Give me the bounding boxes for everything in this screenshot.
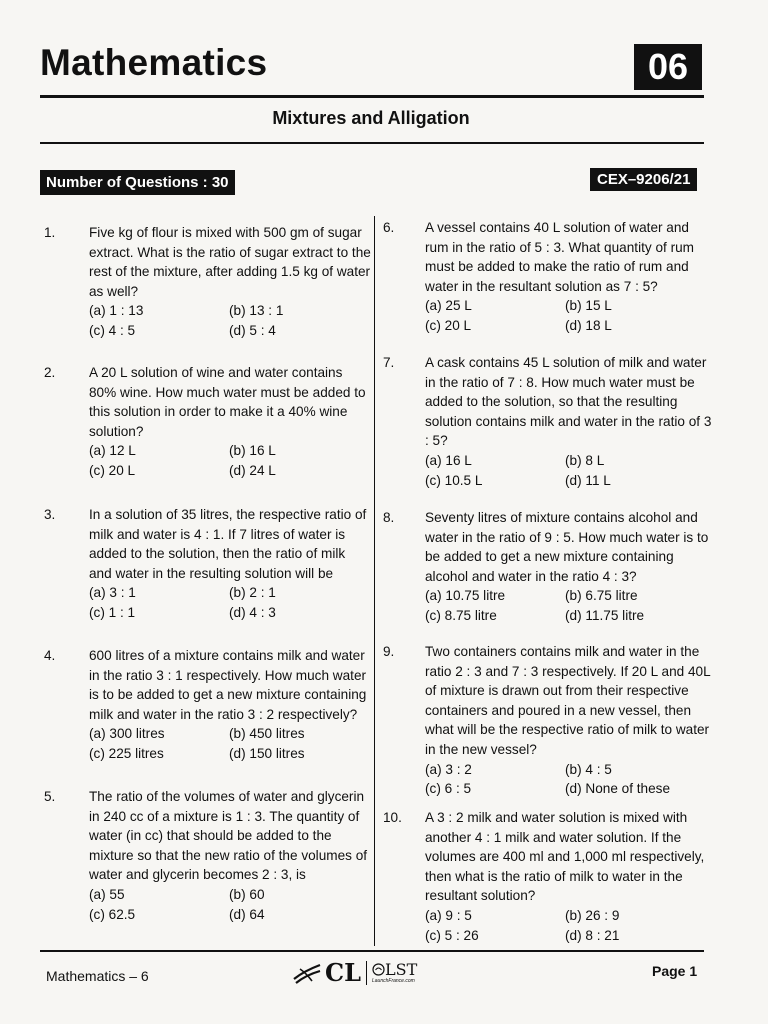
option-a: (a) 12 L (89, 443, 136, 459)
option-b: (b) 6.75 litre (565, 588, 638, 604)
options (425, 906, 715, 945)
question-text: In a solution of 35 litres, the respective ratio of milk and water is 4 : 1. If 7 litres of water is added to the solution, then the ratio of milk and water in the resulting solution will be (89, 507, 367, 581)
options (425, 296, 715, 335)
logo-url-text: LaunchFrance.com (371, 977, 415, 984)
option-c: (c) 20 L (89, 462, 136, 478)
option-b: (b) 4 : 5 (565, 761, 612, 777)
option-b: (b) 2 : 1 (229, 585, 276, 601)
question-number: 5. (44, 789, 56, 804)
question-number: 7. (383, 355, 395, 370)
logo-lst-block (371, 959, 418, 984)
question-text: 600 litres of a mixture contains milk and water in the ratio 3 : 1 respectively. How much water is to be added to get a new mixture containing milk and water in the ratio 3 : 2 respectively? (89, 648, 367, 722)
question-number: 1. (44, 225, 56, 240)
options (425, 586, 715, 625)
question-text: A 20 L solution of wine and water contains 80% wine. How much water must be added to this solution in order to make it a 40% wine solution? (89, 365, 366, 439)
option-b: (b) 13 : 1 (229, 303, 284, 319)
option-d: (d) 8 : 21 (565, 927, 620, 943)
options (89, 885, 371, 924)
options (425, 760, 715, 799)
option-d: (d) None of these (565, 781, 671, 797)
options (89, 301, 371, 340)
logo-lst-text: LST (384, 959, 418, 979)
option-a: (a) 55 (89, 886, 125, 902)
option-c: (c) 62.5 (89, 906, 136, 922)
question-number: 9. (383, 644, 395, 659)
option-c: (c) 5 : 26 (425, 927, 479, 943)
question-number: 4. (44, 648, 56, 663)
option-a: (a) 9 : 5 (425, 907, 472, 923)
chapter-title: Mixtures and Alligation (272, 108, 470, 128)
option-c: (c) 1 : 1 (89, 604, 136, 620)
publisher-logo (292, 958, 417, 987)
logo-cl-text: CL (325, 958, 361, 987)
options (425, 451, 715, 490)
options (89, 441, 371, 480)
option-a: (a) 10.75 litre (425, 588, 506, 604)
chapter-number-badge: 06 (634, 44, 702, 90)
option-d: (d) 5 : 4 (229, 322, 276, 338)
option-b: (b) 16 L (229, 443, 276, 459)
option-b: (b) 450 litres (229, 726, 305, 742)
question-text: The ratio of the volumes of water and glycerin in 240 cc of a mixture is 1 : 3. The quantity of water (in cc) that should be added to the mixture so that the new ratio of the volumes of water and glycerin becomes 2 : 3, is (89, 789, 368, 883)
footer-subject: Mathematics – 6 (46, 968, 149, 984)
option-a: (a) 1 : 13 (89, 303, 144, 319)
option-d: (d) 18 L (565, 317, 612, 333)
question-text: Two containers contains milk and water in the ratio 2 : 3 and 7 : 3 respectively. If 20 L and 40L of mixture is drawn out from their respective containers and poured in a new vessel, then what will be the respective ratio of milk to water in the new vessel? (425, 644, 711, 757)
option-b: (b) 8 L (565, 452, 605, 468)
options (89, 724, 371, 763)
option-c: (c) 20 L (425, 317, 472, 333)
option-c: (c) 4 : 5 (89, 322, 136, 338)
logo-separator (366, 961, 367, 985)
subject-title: Mathematics (40, 42, 268, 83)
page-number: Page 1 (652, 963, 698, 979)
option-a: (a) 300 litres (89, 726, 165, 742)
option-d: (d) 24 L (229, 462, 276, 478)
options (89, 583, 371, 622)
paper-code-badge: CEX–9206/21 (590, 168, 697, 191)
option-b: (b) 26 : 9 (565, 907, 620, 923)
question-text: A cask contains 45 L solution of milk and water in the ratio of 7 : 8. How much water must be added to the solution, so that the resulting solution contains milk and water in the ratio of 3 : 5? (425, 355, 712, 449)
option-d: (d) 4 : 3 (229, 604, 276, 620)
question-text: A 3 : 2 milk and water solution is mixed with another 4 : 1 milk and water solution. If the volumes are 400 ml and 1,000 ml respectively, then what is the ratio of milk to water in the resultant solution? (425, 810, 705, 904)
option-c: (c) 6 : 5 (425, 781, 472, 797)
option-a: (a) 25 L (425, 298, 472, 314)
option-b: (b) 15 L (565, 298, 612, 314)
question-text: Five kg of flour is mixed with 500 gm of sugar extract. What is the ratio of sugar extract to the rest of the mixture, after adding 1.5 kg of water as well? (89, 225, 371, 299)
option-d: (d) 11.75 litre (565, 607, 645, 623)
logo-swoosh-icon (292, 961, 322, 985)
option-a: (a) 16 L (425, 452, 472, 468)
option-c: (c) 8.75 litre (425, 607, 497, 623)
question-count-badge: Number of Questions : 30 (40, 170, 235, 195)
question-number: 3. (44, 507, 56, 522)
header-rule (40, 95, 704, 98)
option-d: (d) 64 (229, 906, 265, 922)
option-b: (b) 60 (229, 886, 265, 902)
option-d: (d) 11 L (565, 472, 611, 488)
question-text: A vessel contains 40 L solution of water and rum in the ratio of 5 : 3. What quantity of rum must be added to make the ratio of rum and water in the resultant solution as 7 : 5? (425, 220, 694, 294)
question-text: Seventy litres of mixture contains alcohol and water in the ratio of 9 : 5. How much water is to be added to get a new mixture containing alcohol and water in the ratio 4 : 3? (425, 510, 709, 584)
footer-rule (40, 950, 704, 952)
question-number: 6. (383, 220, 395, 235)
option-c: (c) 225 litres (89, 745, 164, 761)
column-divider (374, 216, 375, 946)
question-number: 10. (383, 810, 402, 825)
option-a: (a) 3 : 2 (425, 761, 472, 777)
question-number: 2. (44, 365, 56, 380)
logo-circle-icon (372, 963, 385, 976)
question-number: 8. (383, 510, 395, 525)
option-c: (c) 10.5 L (425, 472, 483, 488)
option-a: (a) 3 : 1 (89, 585, 136, 601)
option-d: (d) 150 litres (229, 745, 305, 761)
title-rule (40, 142, 704, 144)
